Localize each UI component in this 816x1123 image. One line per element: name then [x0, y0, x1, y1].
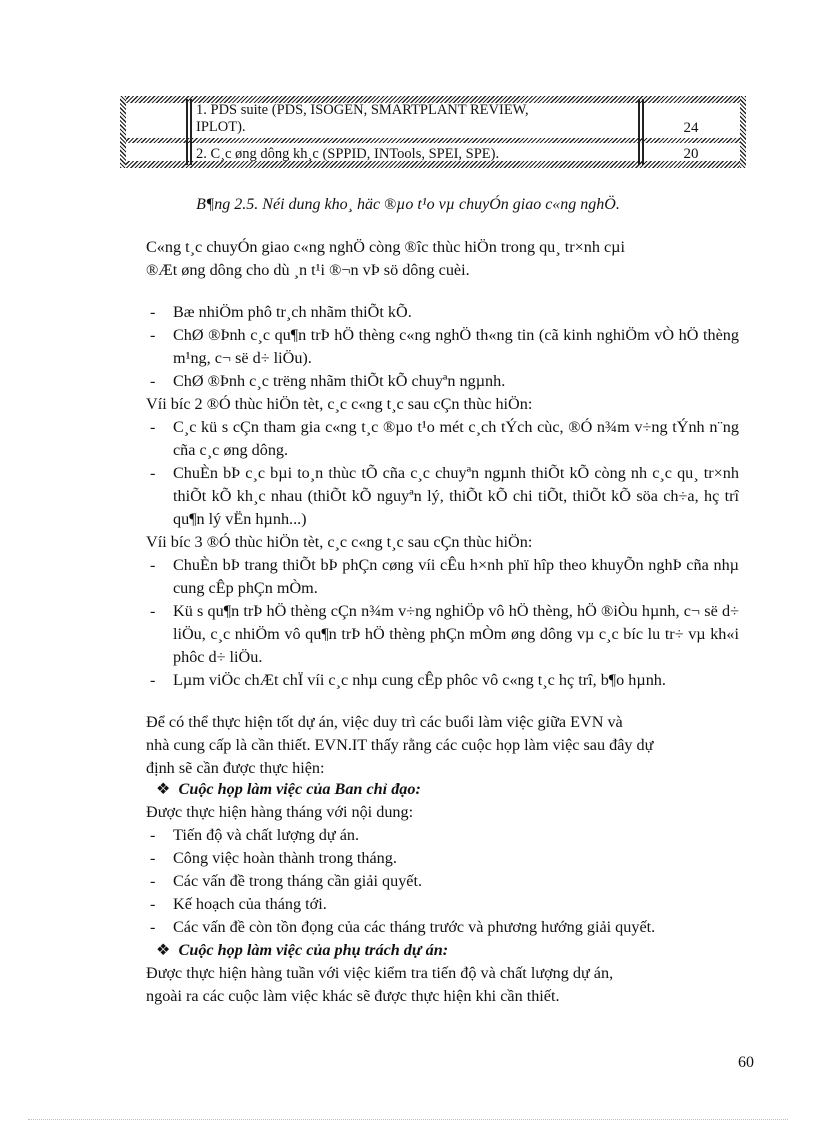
step2-intro: Víi bíc 2 ®Ó thùc hiÖn tèt, c¸c c«ng t¸c sau cÇn thùc hiÖn: — [146, 395, 533, 413]
bullet-dash: - — [150, 464, 156, 482]
project-heading-text: Cuộc họp làm việc của phụ trách dự án: — [178, 941, 449, 959]
table-row-1-label-cont: IPLOT). — [196, 119, 246, 135]
bullet-dash: - — [150, 849, 156, 867]
table-border-left — [120, 96, 126, 168]
bullet-dash: - — [150, 918, 156, 936]
list-item: Các vấn đề trong tháng cần giải quyết. — [173, 872, 423, 890]
diamond-bullet-icon: ❖ — [156, 780, 171, 798]
table-col-line — [642, 99, 644, 165]
list-item: Công việc hoàn thành trong tháng. — [173, 849, 397, 867]
bullet-dash: - — [150, 303, 156, 321]
list-item: Lµm viÖc chÆt chÏ víi c¸c nhµ cung cÊp phôc vô c«ng t¸c hç trî, b¶o hµnh. — [173, 671, 666, 689]
meetings-intro-line-1: Để có thể thực hiện tốt dự án, việc duy trì các buổi làm việc giữa EVN và — [146, 713, 623, 731]
bullet-dash: - — [150, 826, 156, 844]
list-item: ChuÈn bÞ c¸c bµi to¸n thùc tÕ cña c¸c chuyªn ngµnh thiÕt kÕ còng nh c¸c qu¸ tr×nh thiÕt kÕ kh¸c nhau (thiÕt kÕ nguyªn lý, thiÕt kÕ chi tiÕt, thiÕt kÕ söa ch÷a, hç trî qu¶n lý vËn hµnh...) — [173, 464, 739, 528]
table-border-right — [740, 96, 746, 168]
list-item: Bæ nhiÖm phô tr¸ch nhãm thiÕt kÕ. — [173, 303, 412, 321]
training-table — [120, 96, 746, 168]
table-caption: B¶ng 2.5. Néi dung kho¸ häc ®µo t¹o vµ chuyÓn giao c«ng nghÖ. — [196, 196, 620, 213]
bullet-dash: - — [150, 671, 156, 689]
project-line-1: Được thực hiện hàng tuần với việc kiểm tra tiến độ và chất lượng dự án, — [146, 964, 614, 982]
list-item: Các vấn đề còn tồn đọng của các tháng trước và phương hướng giải quyết. — [173, 918, 656, 936]
steering-intro: Được thực hiện hàng tháng với nội dung: — [146, 803, 414, 821]
table-col-line — [638, 99, 640, 165]
bullet-dash: - — [150, 418, 156, 436]
list-item: Kế hoạch của tháng tới. — [173, 895, 327, 913]
bullet-dash: - — [150, 556, 156, 574]
table-row-1-label: 1. PDS suite (PDS, ISOGEN, SMARTPLANT REVIEW, — [196, 102, 529, 118]
table-row-2-value: 20 — [683, 146, 699, 162]
step3-intro: Víi bíc 3 ®Ó thùc hiÖn tèt, c¸c c«ng t¸c sau cÇn thùc hiÖn: — [146, 533, 533, 551]
list-item: ChuÈn bÞ trang thiÕt bÞ phÇn cøng víi cÊu h×nh phï hîp theo khuyÕn nghÞ cña nhµ cung cÊp phÇn mÒm. — [173, 556, 739, 597]
list-item: Tiến độ và chất lượng dự án. — [173, 826, 360, 844]
bullet-dash: - — [150, 372, 156, 390]
project-line-2: ngoài ra các cuộc làm việc khác sẽ được thực hiện khi cần thiết. — [146, 987, 560, 1005]
intro-line-2: ®Æt øng dông cho dù ¸n t¹i ®¬n vÞ sö dông cuèi. — [146, 261, 470, 279]
page-number: 60 — [738, 1054, 754, 1071]
table-row-1-value: 24 — [683, 120, 699, 136]
table-col-line — [186, 99, 188, 165]
table-row-2-label: 2. C¸c øng dông kh¸c (SPPID, INTools, SPEI, SPE). — [196, 146, 500, 162]
steering-heading-text: Cuộc họp làm việc của Ban chỉ đạo: — [178, 780, 421, 798]
intro-line-1: C«ng t¸c chuyÓn giao c«ng nghÖ còng ®îc thùc hiÖn trong qu¸ tr×nh cµi — [146, 238, 625, 256]
footer-rule — [28, 1119, 788, 1120]
list-item: Kü s qu¶n trÞ hÖ thèng cÇn n¾m v÷ng nghiÖp vô hÖ thèng, hÖ ®iÒu hµnh, c¬ së d÷ liÖu, c¸c nhiÖm vô qu¶n trÞ hÖ thèng phÇn mÒm øng dông vµ c¸c bíc lu tr÷ vµ kh«i phôc d÷ liÖu. — [173, 602, 739, 666]
table-col-line — [190, 99, 192, 165]
meetings-intro-line-3: định sẽ cần được thực hiện: — [146, 759, 325, 777]
meetings-intro-line-2: nhà cung cấp là cần thiết. EVN.IT thấy rằng các cuộc họp làm việc sau đây dự — [146, 736, 654, 754]
list-item: C¸c kü s cÇn tham gia c«ng t¸c ®µo t¹o mét c¸ch tÝch cùc, ®Ó n¾m v÷ng tÝnh n¨ng cña c¸c øng dông. — [173, 418, 739, 459]
table-row-divider — [120, 138, 746, 143]
bullet-dash: - — [150, 872, 156, 890]
bullet-dash: - — [150, 326, 156, 344]
list-item: ChØ ®Þnh c¸c qu¶n trÞ hÖ thèng c«ng nghÖ th«ng tin (cã kinh nghiÖm vÒ hÖ thèng m¹ng, c¬ së d÷ liÖu). — [173, 326, 739, 367]
list-item: ChØ ®Þnh c¸c trëng nhãm thiÕt kÕ chuyªn ngµnh. — [173, 372, 506, 390]
bullet-dash: - — [150, 895, 156, 913]
bullet-dash: - — [150, 602, 156, 620]
project-heading — [156, 939, 448, 962]
diamond-bullet-icon: ❖ — [156, 941, 171, 959]
steering-heading — [156, 778, 421, 801]
